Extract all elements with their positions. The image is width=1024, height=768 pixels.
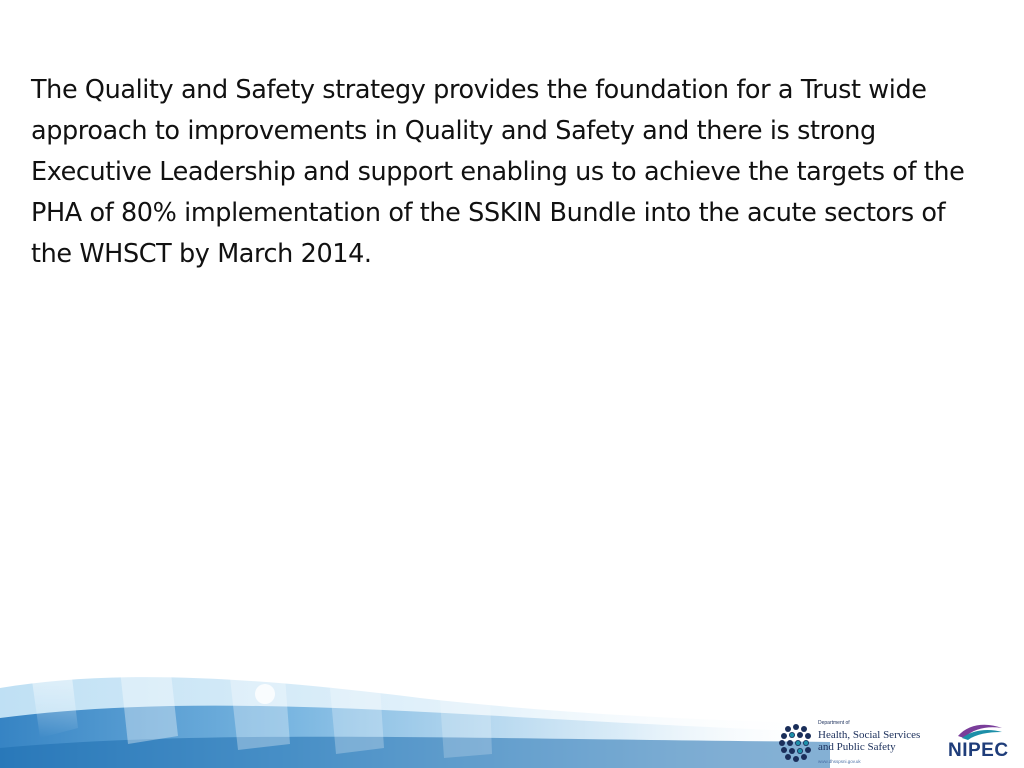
dhssps-small-text: Department of <box>818 720 850 726</box>
dhssps-line1: Health, Social Services <box>818 729 921 741</box>
dhssps-line2: and Public Safety <box>818 741 896 753</box>
dhssps-name <box>818 729 920 753</box>
nipec-logo <box>948 722 1020 766</box>
nipec-swoosh-icon <box>956 722 1004 740</box>
dhssps-hexagon-icon <box>778 722 816 764</box>
dhssps-logo <box>778 720 948 768</box>
dhssps-url: www.dhsspsni.gov.uk <box>818 759 861 764</box>
nipec-wordmark: NIPEC <box>948 740 1009 761</box>
body-paragraph: The Quality and Safety strategy provides the foundation for a Trust wide approach to improvements in Quality and Safety and there is strong Executive Leadership and support enabling us to achieve the targets of the PHA of 80% implementation of the SSKIN Bundle into the acute sectors of the WHSCT by March 2014. <box>31 75 965 269</box>
